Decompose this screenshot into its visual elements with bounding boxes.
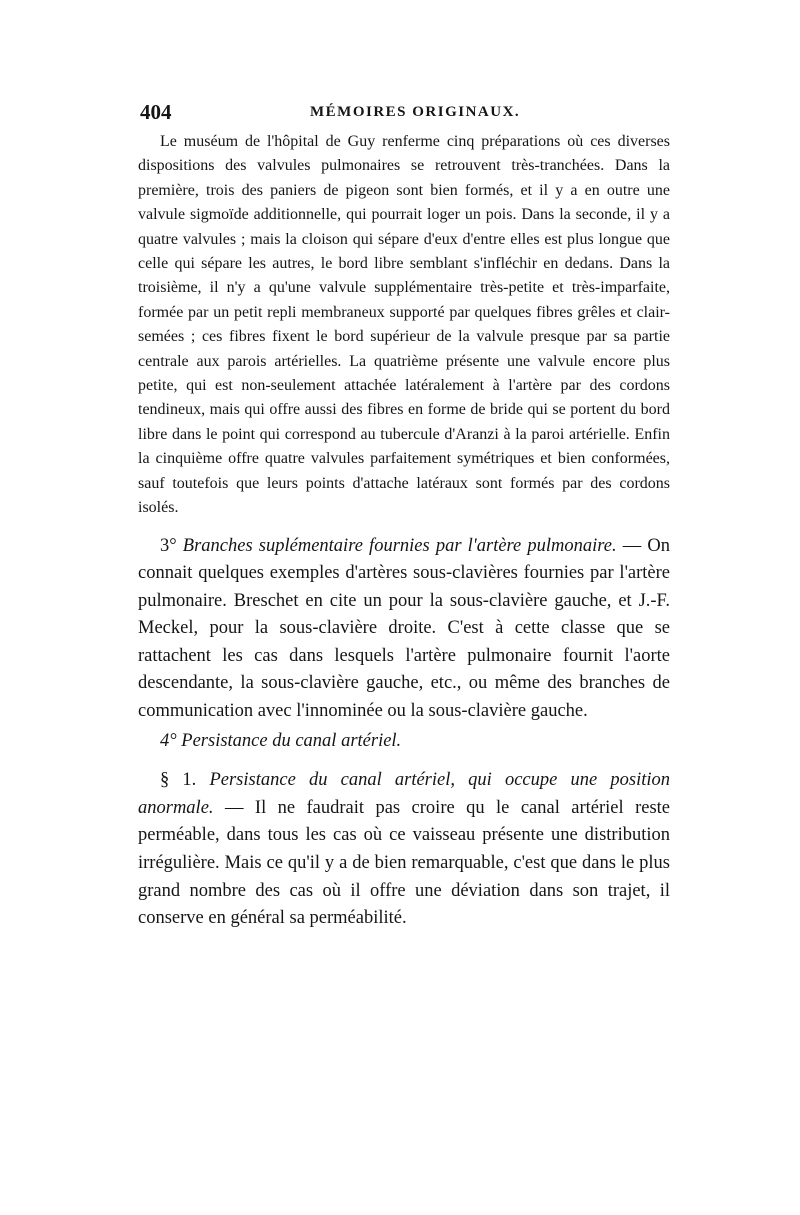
section-4-heading	[138, 728, 670, 756]
section-3-dash: —	[616, 535, 648, 556]
section-3-text: On connait quelques exemples d'artères sous-clavières fournies par l'artère pulmonaire. Breschet en cite un pour la sous-clavière gauche, et J.-F. Meckel, pour la sous-clavière droite. C'est à cette classe que se rattachent les cas dans lesquels l'artère pulmonaire fournit l'aorte descendante, la sous-clavière gauche, etc., ou même des branches de communication avec l'innominée ou la sous-clavière gauche.	[138, 535, 671, 722]
section-4-title: Persistance du canal artériel.	[181, 730, 402, 751]
paragraph-hospital-museum: Le muséum de l'hôpital de Guy renferme cinq préparations où ces diverses dispositions des valvules pulmonaires se retrouvent très-tranchées. Dans la première, trois des paniers de pigeon sont bien formés, et il y a en outre une valvule sigmoïde additionnelle, qui pourrait loger un pois. Dans la seconde, il y a quatre valvules ; mais la cloison qui sépare d'eux d'entre elles est plus longue que celle qui sépare les autres, le bord libre semblant s'infléchir en dedans. Dans la troisième, il n'y a qu'une valvule supplémentaire très-petite et très-imparfaite, formée par un petit repli membraneux supporté par quelques fibres grêles et clair-semées ; ces fibres fixent le bord supérieur de la valvule presque par sa partie centrale aux parois artérielles. La quatrième présente une valvule encore plus petite, qui est non-seulement attachée latéralement à l'artère par des cordons tendineux, mais qui offre aussi des fibres en forme de bride qui se portent du bord libre dans le point qui correspond au tubercule d'Aranzi à la paroi artérielle. Enfin la cinquième offre quatre valvules parfaitement symétriques et bien conformées, sauf toutefois que leurs points d'attache latéraux sont formés par des cordons isolés.	[138, 133, 670, 517]
subsection-1-title: Persistance du canal artériel, qui occupe une position anormale.	[138, 770, 671, 818]
page-body	[138, 130, 670, 933]
page-header	[140, 100, 670, 130]
subsection-1-paragraph	[138, 767, 670, 933]
section-3-title: Branches suplémentaire fournies par l'artère pulmonaire.	[182, 535, 617, 556]
section-4-number: 4°	[160, 730, 177, 751]
section-3-number: 3°	[160, 535, 177, 556]
subsection-1-number: § 1.	[160, 770, 197, 791]
running-head: MÉMOIRES ORIGINAUX.	[310, 104, 521, 120]
subsection-1-dash: —	[213, 797, 255, 818]
section-3-paragraph	[138, 533, 670, 726]
subsection-1-text: Il ne faudrait pas croire qu le canal artériel reste perméable, dans tous les cas où ce vaisseau présente une distribution irrégulière. Mais ce qu'il y a de bien remarquable, c'est que dans le plus grand nombre des cas où il offre une déviation dans son trajet, il conserve en général sa perméabilité.	[138, 797, 670, 929]
page-number: 404	[140, 100, 172, 124]
